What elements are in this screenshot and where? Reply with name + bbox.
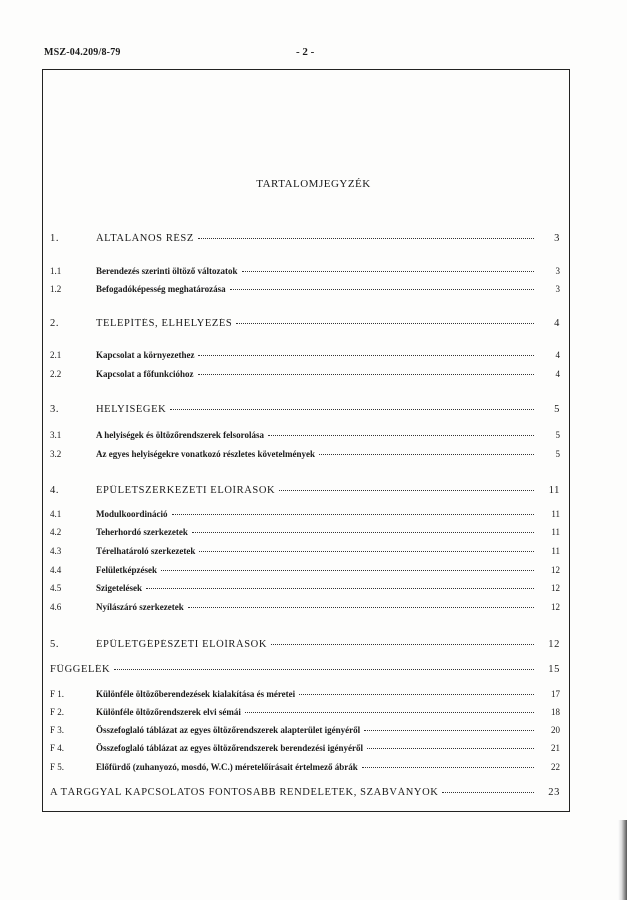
toc-entry [50,689,560,703]
toc-entry-line [96,404,534,415]
toc-entry-page: 4 [555,369,560,379]
dot-leader [198,355,534,356]
toc-entry-number: 4.6 [50,602,62,612]
toc-entry-title: Nyílászáró szerkezetek [96,602,184,612]
toc-entry-line [96,743,534,753]
dot-leader [170,409,534,410]
toc-entry-number: 2. [50,318,60,329]
scan-edge-mark [618,820,627,900]
toc-entry [50,565,560,579]
toc-entry-title: Térelhatároló szerkezetek [96,546,196,556]
toc-entry-line [96,639,534,650]
toc-entry [50,602,560,616]
toc-entry-title: Különféle öltözőrendszerek elvi sémái [96,707,241,717]
toc-entry-number: 1.1 [50,266,62,276]
toc-entry-title: A helyiségek és öltözőrendszerek felsorolása [96,430,264,440]
toc-entry-title: ÁLTALÁNOS RÉSZ [96,233,194,244]
toc-entry [50,546,560,560]
toc-entry [50,639,560,653]
toc-entry-page: 5 [555,449,560,459]
toc-entry-page: 15 [548,664,560,675]
toc-entry-line [96,284,534,294]
dot-leader [319,454,534,455]
toc-entry-title: Befogadóképesség meghatározása [96,284,226,294]
toc-entry-number: F 3. [50,725,65,735]
toc-entry-line [96,546,534,556]
toc-entry-title: HELYISÉGEK [96,404,167,415]
dot-leader [299,694,534,695]
toc-entry-number: 4.1 [50,509,62,519]
toc-entry [50,743,560,757]
toc-entry-line [50,787,534,798]
toc-entry-page: 11 [551,546,560,556]
toc-entry [50,664,560,678]
toc-entry-title: Felületképzések [96,565,157,575]
toc-entry-title: Szigetelések [96,583,142,593]
toc-entry-number: 1.2 [50,284,62,294]
toc-entry-title: ÉPÜLETSZERKEZETI ELŐÍRÁSOK [96,485,276,496]
toc-entry-title: FÜGGELÉK [50,664,111,675]
toc-entry [50,318,560,332]
toc-entry-line [96,583,534,593]
dot-leader [242,271,534,272]
toc-entry-number: 4.2 [50,527,62,537]
toc-entry-line [96,430,534,440]
toc-entry-page: 11 [548,485,560,496]
toc-entry-title: ÉPÜLETGÉPÉSZETI ELŐÍRÁSOK [96,639,268,650]
toc-entry-page: 23 [548,787,560,798]
toc-entry-line [96,485,534,496]
toc-entry-number: 1. [50,233,60,244]
dot-leader [188,607,534,608]
toc-entry-title: Kapcsolat a főfunkcióhoz [96,369,194,379]
dot-leader [279,490,534,491]
toc-entry-page: 3 [555,266,560,276]
toc-entry-page: 17 [551,689,560,699]
toc-entry [50,233,560,247]
dot-leader [362,767,534,768]
toc-entry-line [96,725,534,735]
toc-entry-page: 11 [551,509,560,519]
dot-leader [230,289,534,290]
toc-entry [50,284,560,298]
toc-entry-line [96,527,534,537]
toc-entry-page: 12 [548,639,560,650]
dot-leader [367,748,534,749]
toc-entry-number: 4.3 [50,546,62,556]
toc-entry [50,527,560,541]
dot-leader [198,238,534,239]
toc-entry-page: 3 [555,284,560,294]
toc-entry [50,404,560,418]
toc-entry [50,449,560,463]
toc-entry-page: 12 [551,583,560,593]
dot-leader [268,435,534,436]
toc-entry-title: Kapcsolat a környezethez [96,350,195,360]
toc-entry-page: 4 [555,350,560,360]
toc-entry-page: 11 [551,527,560,537]
toc-entry [50,787,560,801]
toc-entry-title: Előfürdő (zuhanyozó, mosdó, W.C.) méretelőírásait értelmező ábrák [96,762,358,772]
toc-entry-number: 4.5 [50,583,62,593]
dot-leader [198,374,534,375]
toc-entry-number: F 4. [50,743,65,753]
dot-leader [199,551,534,552]
toc-entry-title: Különféle öltözőberendezések kialakítása és méretei [96,689,296,699]
toc-entry-title: Berendezés szerinti öltöző változatok [96,266,238,276]
toc-entry-number: F 1. [50,689,65,699]
toc-entry-line [96,449,534,459]
toc-entry-number: 5. [50,639,60,650]
dot-leader [172,514,534,515]
toc-entry-number: 3.1 [50,430,62,440]
toc-entry-line [96,369,534,379]
toc-entry-number: 3.2 [50,449,62,459]
header-doc-id: MSZ-04.209/8-79 [44,47,121,58]
toc-entry-number: F 5. [50,762,65,772]
toc-entry-line [96,565,534,575]
toc-entry-number: 2.1 [50,350,62,360]
toc-entry-number: 3. [50,404,60,415]
dot-leader [442,792,534,793]
dot-leader [364,730,534,731]
toc-entry-number: 2.2 [50,369,62,379]
toc-entry-title: Modulkoordináció [96,509,168,519]
toc-entry [50,509,560,523]
toc-entry-title: Teherhordó szerkezetek [96,527,188,537]
dot-leader [146,588,534,589]
toc-entry [50,725,560,739]
toc-entry-line [96,762,534,772]
toc-entry-line [96,689,534,699]
toc-entry-page: 21 [551,743,560,753]
toc-entry-page: 5 [555,430,560,440]
dot-leader [192,532,534,533]
toc-entry-number: F 2. [50,707,65,717]
toc-entry-title: Összefoglaló táblázat az egyes öltözőrendszerek alapterület igényéről [96,725,361,735]
toc-entry-page: 3 [554,233,560,244]
toc-entry-title: Az egyes helyiségekre vonatkozó részletes követelmények [96,449,316,459]
toc-entry-page: 18 [551,707,560,717]
toc-entry-line [96,233,534,244]
toc-entry [50,583,560,597]
toc-entry [50,485,560,499]
toc-entry-title: TELEPÍTÉS, ELHELYEZÉS [96,318,233,329]
toc-entry-page: 12 [551,602,560,612]
toc-entry-line [96,707,534,717]
toc-entry-number: 4. [50,485,60,496]
toc-entry-number: 4.4 [50,565,62,575]
toc-entry-line [96,266,534,276]
toc-entry-page: 20 [551,725,560,735]
toc-entry [50,350,560,364]
dot-leader [161,570,534,571]
header-page-marker: - 2 - [296,46,315,58]
dot-leader [114,669,534,670]
toc-entry-page: 5 [554,404,560,415]
toc-entry-line [96,318,534,329]
toc-entry-page: 12 [551,565,560,575]
toc-entry [50,369,560,383]
toc-entry-line [50,664,534,675]
toc-entry-line [96,602,534,612]
toc-entry-line [96,509,534,519]
toc-entry [50,762,560,776]
toc-entry [50,266,560,280]
toc-entry-page: 22 [551,762,560,772]
dot-leader [236,323,534,324]
toc-title: TARTALOMJEGYZÉK [256,178,371,190]
toc-entry-line [96,350,534,360]
dot-leader [271,644,534,645]
toc-entry-title: Összefoglaló táblázat az egyes öltözőrendszerek berendezési igényéről [96,743,363,753]
dot-leader [245,712,534,713]
toc-entry-page: 4 [554,318,560,329]
toc-entry [50,707,560,721]
toc-entry [50,430,560,444]
toc-entry-title: A TÁRGGYAL KAPCSOLATOS FONTOSABB RENDELETEK, SZABVÁNYOK [50,787,439,798]
